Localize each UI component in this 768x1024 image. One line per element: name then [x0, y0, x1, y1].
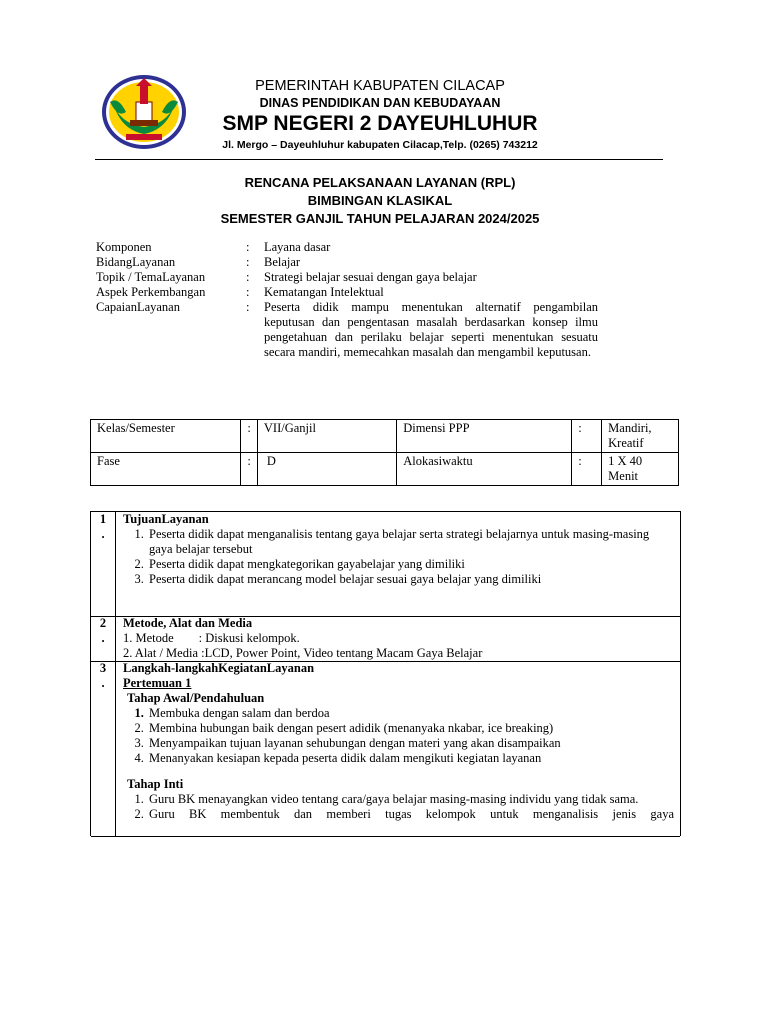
section-methods [91, 616, 680, 662]
info-key: CapaianLayanan [96, 300, 180, 314]
media-line: 2. Alat / Media :LCD, Power Point, Video tentang Macam Gaya Belajar [123, 646, 483, 660]
table-cell: Fase [91, 453, 241, 486]
table-cell: : [572, 453, 602, 486]
section-number: 1 . [91, 512, 116, 616]
school-address: Jl. Mergo – Dayeuhluhur kabupaten Cilacap,Telp. (0265) 743212 [222, 139, 538, 151]
info-key: Komponen [96, 240, 152, 254]
info-value: Kematangan Intelektual [264, 285, 384, 299]
info-key: Aspek Perkembangan [96, 285, 206, 299]
school-name: SMP NEGERI 2 DAYEUHLUHUR [222, 112, 538, 135]
table-cell: Alokasiwaktu [397, 453, 572, 486]
document-semester: SEMESTER GANJIL TAHUN PELAJARAN 2024/2025 [220, 211, 540, 226]
table-row [91, 453, 679, 486]
letterhead-divider [95, 159, 663, 160]
info-row-bidang [96, 255, 606, 270]
table-cell: : [241, 453, 257, 486]
info-sep: : [246, 300, 250, 314]
info-value: Belajar [264, 255, 301, 269]
meeting-label: Pertemuan 1 [123, 676, 192, 690]
table-cell: D [257, 453, 396, 486]
section-content [123, 616, 674, 661]
section-heading: TujuanLayanan [123, 512, 209, 526]
government-name: PEMERINTAH KABUPATEN CILACAP [255, 78, 505, 94]
phase2-list [123, 792, 674, 822]
info-sep: : [246, 285, 250, 299]
info-value: Layana dasar [264, 240, 331, 254]
info-sep: : [246, 240, 250, 254]
list-item: 1. Guru BK menayangkan video tentang cara/gaya belajar masing-masing individu yang tidak sama. [147, 792, 674, 807]
info-sep: : [246, 255, 250, 269]
list-item: 3. Menyampaikan tujuan layanan sehubungan dengan materi yang akan disampaikan [147, 736, 674, 751]
list-item-text: Membuka dengan salam dan berdoa [149, 706, 330, 720]
section-objectives [91, 512, 680, 617]
info-value: Peserta didik mampu menentukan alternatif pengambilan keputusan dan pengentasan masalah berdasarkan konsep ilmu pengetahuan dan perilaku belajar seperti menentukan sesuatu secara mandiri, memecahkan masalah dan mengambil keputusan. [264, 300, 598, 359]
method-line: 1. Metode : Diskusi kelompok. [123, 631, 300, 645]
section-number: 3 . [91, 661, 116, 836]
list-item [147, 706, 674, 721]
phase1-list [123, 706, 674, 766]
list-item: 2. Guru BK membentuk dan memberi tugas kelompok untuk menganalisis jenis gaya [147, 807, 674, 822]
info-key: BidangLayanan [96, 255, 176, 269]
info-block [96, 240, 606, 375]
section-content [123, 512, 674, 587]
section-heading: Metode, Alat dan Media [123, 616, 253, 630]
objectives-list [123, 527, 674, 587]
table-cell: : [572, 420, 602, 453]
agency-name: DINAS PENDIDIKAN DAN KEBUDAYAAN [259, 96, 501, 110]
info-row-topik [96, 270, 606, 285]
table-row [91, 420, 679, 453]
info-row-komponen [96, 240, 606, 255]
info-sep: : [246, 270, 250, 284]
table-cell: Mandiri, Kreatif [602, 420, 679, 453]
class-info-table [90, 419, 679, 486]
table-cell: VII/Ganjil [257, 420, 396, 453]
info-value: Strategi belajar sesuai dengan gaya belajar [264, 270, 477, 284]
activity-table [90, 511, 681, 836]
table-cell: : [241, 420, 257, 453]
phase-heading: Tahap Inti [127, 777, 184, 791]
list-item: 2. Peserta didik dapat mengkategorikan gayabelajar yang dimiliki [147, 557, 674, 572]
section-heading: Langkah-langkahKegiatanLayanan [123, 661, 315, 675]
section-content [123, 661, 674, 822]
phase-heading: Tahap Awal/Pendahuluan [127, 691, 265, 705]
list-item: 3. Peserta didik dapat merancang model belajar sesuai gaya belajar yang dimiliki [147, 572, 674, 587]
info-key: Topik / TemaLayanan [96, 270, 206, 284]
table-cell: Dimensi PPP [397, 420, 572, 453]
document-subtitle: BIMBINGAN KLASIKAL [307, 193, 453, 208]
section-steps [91, 661, 680, 837]
list-item: 2. Membina hubungan baik dengan pesert adidik (menanyaka nkabar, ice breaking) [147, 721, 674, 736]
document-title: RENCANA PELAKSANAAN LAYANAN (RPL) [244, 175, 516, 190]
table-cell: 1 X 40 Menit [602, 453, 679, 486]
list-item: 1. Peserta didik dapat menganalisis tentang gaya belajar serta strategi belajarnya untuk masing-masing gaya belajar tersebut [147, 527, 674, 557]
info-row-aspek [96, 285, 606, 300]
table-cell: Kelas/Semester [91, 420, 241, 453]
section-number: 2 . [91, 616, 116, 661]
list-item: 4. Menanyakan kesiapan kepada peserta didik dalam mengikuti kegiatan layanan [147, 751, 674, 766]
info-row-capaian [96, 300, 606, 375]
